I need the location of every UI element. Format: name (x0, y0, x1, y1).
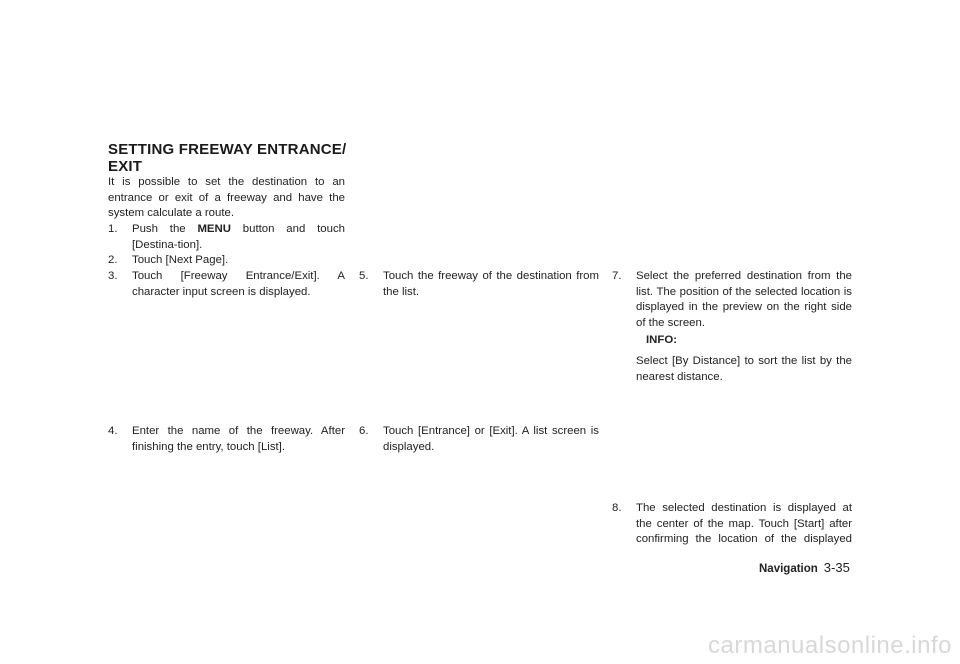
step-number: 5. (359, 270, 369, 282)
step-text: Select the preferred destination from the list. The position of the selected location is displayed in the preview on the right side of the screen. (636, 270, 852, 329)
intro-paragraph: It is possible to set the destination to an entrance or exit of a freeway and have the system calculate a route. (108, 176, 345, 219)
step-text (132, 222, 345, 253)
step-text: Touch [Freeway Entrance/Exit]. A character input screen is displayed. (132, 270, 345, 298)
step-text: Touch [Next Page]. (132, 254, 229, 266)
step-1 (108, 222, 345, 253)
watermark: carmanualsonline.info (708, 632, 952, 659)
section-title-line-1: SETTING FREEWAY ENTRANCE/ (108, 141, 347, 158)
step-text: The selected destination is displayed at the center of the map. Touch [Start] after confirming the location of the displayed (636, 502, 852, 545)
step-text-pre: Push the (132, 223, 198, 235)
step-8 (612, 501, 852, 548)
step-text-post: button and touch [Destina-tion]. (132, 223, 345, 251)
step-6 (359, 424, 599, 455)
section-title-line-2: EXIT (108, 158, 143, 175)
footer-section-name: Navigation (759, 563, 818, 575)
page-number: 3-35 (823, 560, 850, 575)
step-text: Touch [Entrance] or [Exit]. A list screen is displayed. (383, 425, 599, 453)
info-label: INFO: (646, 334, 678, 346)
step-number: 6. (359, 425, 369, 437)
step-number: 2. (108, 254, 118, 266)
step-7 (612, 269, 852, 331)
step-number: 3. (108, 270, 118, 282)
menu-button-ref: MENU (197, 223, 231, 235)
step-5 (359, 269, 599, 300)
step-text: Enter the name of the freeway. After finishing the entry, touch [List]. (132, 425, 345, 453)
info-text: Select [By Distance] to sort the list by the nearest distance. (636, 355, 852, 383)
section-title (108, 141, 348, 175)
step-2 (108, 253, 345, 269)
step-number: 8. (612, 502, 622, 514)
step-number: 1. (108, 223, 118, 235)
step-text: Touch the freeway of the destination from the list. (383, 270, 599, 298)
step-3 (108, 269, 345, 300)
step-4 (108, 424, 345, 455)
page-footer (759, 560, 850, 575)
step-number: 7. (612, 270, 622, 282)
step-number: 4. (108, 425, 118, 437)
